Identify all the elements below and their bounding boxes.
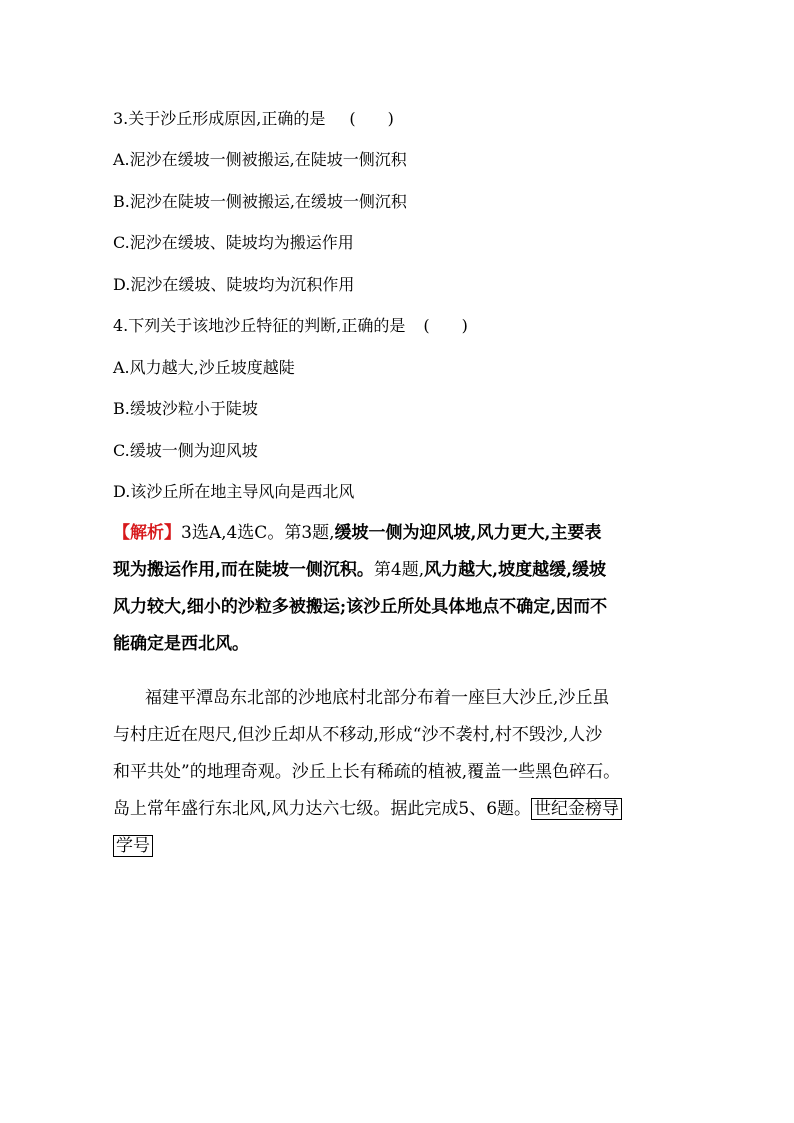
option-c: C.缓坡一侧为迎风坡 (113, 441, 258, 460)
question-3-stem: 3.关于沙丘形成原因,正确的是 ( ) (113, 109, 394, 128)
option-b: B.泥沙在陡坡一侧被搬运,在缓坡一侧沉积 (113, 192, 407, 211)
guide-number-box: 世纪金榜导 (531, 798, 622, 820)
option-c: C.泥沙在缓坡、陡坡均为搬运作用 (113, 233, 354, 252)
option-d: D.泥沙在缓坡、陡坡均为沉积作用 (113, 275, 355, 294)
question-4-stem: 4.下列关于该地沙丘特征的判断,正确的是 ( ) (113, 316, 468, 335)
answer-bracket: ( ) (423, 316, 468, 335)
option-a: A.风力越大,沙丘坡度越陡 (113, 358, 295, 377)
option-b: B.缓坡沙粒小于陡坡 (113, 399, 258, 418)
option-d: D.该沙丘所在地主导风向是西北风 (113, 482, 355, 501)
answer-bracket: ( ) (349, 109, 394, 128)
option-a: A.泥沙在缓坡一侧被搬运,在陡坡一侧沉积 (113, 150, 407, 169)
guide-number-box: 学号 (113, 835, 153, 857)
analysis-tag: 【解析】 (113, 523, 181, 543)
